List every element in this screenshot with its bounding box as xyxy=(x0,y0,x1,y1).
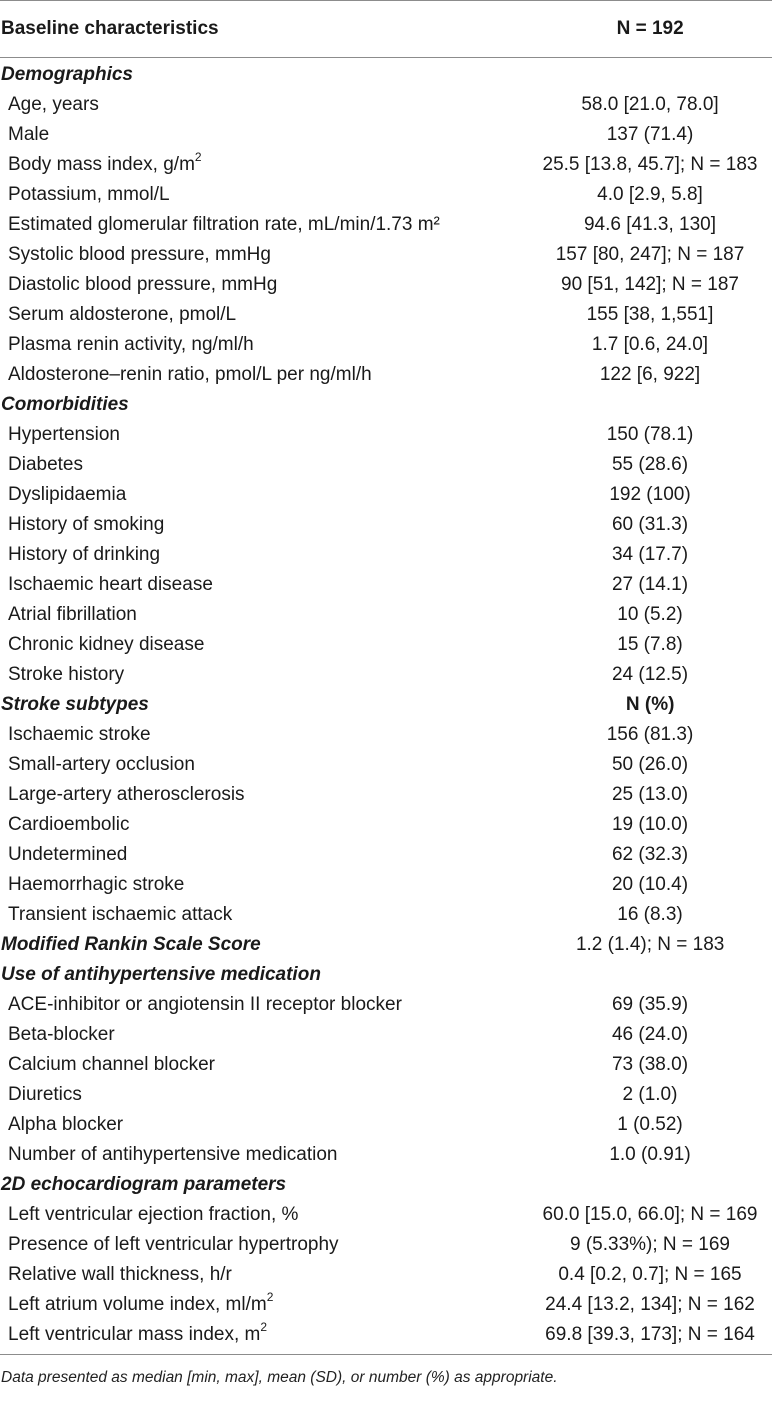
table-row xyxy=(0,330,772,360)
table-row xyxy=(0,990,772,1020)
row-value: 122 [6, 922] xyxy=(599,364,701,385)
row-label-text: Undetermined xyxy=(8,844,128,865)
row-label-text: Transient ischaemic attack xyxy=(8,904,233,925)
section-row xyxy=(0,60,772,90)
row-value: 25.5 [13.8, 45.7]; N = 183 xyxy=(542,154,758,175)
row-value: 1.2 (1.4); N = 183 xyxy=(575,934,725,955)
row-label-text: Ischaemic stroke xyxy=(8,724,151,745)
row-value: 34 (17.7) xyxy=(611,544,689,565)
row-label-text: Large-artery atherosclerosis xyxy=(8,784,245,805)
row-label-superscript: 2 xyxy=(260,1319,268,1334)
row-label xyxy=(0,904,520,926)
row-label-text: Diuretics xyxy=(8,1084,82,1105)
row-value: 4.0 [2.9, 5.8] xyxy=(597,184,703,205)
table-row xyxy=(0,1320,772,1350)
table-row xyxy=(0,1290,772,1320)
section-label xyxy=(0,394,520,416)
row-label-text: Modified Rankin Scale Score xyxy=(1,934,261,955)
table-row xyxy=(0,720,772,750)
row-label-text: Age, years xyxy=(8,94,99,115)
row-label xyxy=(0,454,520,476)
row-label-text: 2D echocardiogram parameters xyxy=(1,1174,287,1195)
table-body xyxy=(0,58,772,1354)
table-row xyxy=(0,270,772,300)
table-row xyxy=(0,540,772,570)
table-footnote: Data presented as median [min, max], mean (SD), or number (%) as appropriate. xyxy=(1,1369,558,1386)
table-row xyxy=(0,210,772,240)
row-label-superscript: 2 xyxy=(194,149,202,164)
table-row xyxy=(0,630,772,660)
row-label-text: Ischaemic heart disease xyxy=(8,574,213,595)
table-row xyxy=(0,900,772,930)
row-label xyxy=(0,994,520,1016)
row-label-text: Cardioembolic xyxy=(8,814,130,835)
row-label xyxy=(0,1289,520,1316)
table-row xyxy=(0,1020,772,1050)
row-label-text: Systolic blood pressure, mmHg xyxy=(8,244,271,265)
row-value: 73 (38.0) xyxy=(611,1054,689,1075)
row-label-text: History of drinking xyxy=(8,544,161,565)
row-label xyxy=(0,544,520,566)
row-label-text: Comorbidities xyxy=(1,394,129,415)
row-label-text: Left ventricular ejection fraction, % xyxy=(8,1204,299,1225)
row-label xyxy=(0,604,520,626)
row-label xyxy=(0,754,520,776)
row-label xyxy=(0,1319,520,1346)
table-row xyxy=(0,570,772,600)
row-label xyxy=(0,1084,520,1106)
row-label-text: Stroke subtypes xyxy=(1,694,149,715)
row-label-text: Haemorrhagic stroke xyxy=(8,874,185,895)
row-label-text: Calcium channel blocker xyxy=(8,1054,215,1075)
row-label-text: Body mass index, g/m xyxy=(8,154,195,175)
row-label-text: Hypertension xyxy=(8,424,120,445)
row-label-text: Beta-blocker xyxy=(8,1024,115,1045)
row-value: 50 (26.0) xyxy=(611,754,689,775)
table-row xyxy=(0,420,772,450)
table-row xyxy=(0,240,772,270)
table-row xyxy=(0,750,772,780)
table-row xyxy=(0,660,772,690)
section-row xyxy=(0,930,772,960)
row-label xyxy=(0,724,520,746)
row-label-text: Atrial fibrillation xyxy=(8,604,137,625)
row-value: 155 [38, 1,551] xyxy=(586,304,714,325)
row-label-text: Alpha blocker xyxy=(8,1114,124,1135)
row-value: 27 (14.1) xyxy=(611,574,689,595)
row-value: 192 (100) xyxy=(609,484,691,505)
row-label-text: Estimated glomerular filtration rate, mL/min/1.73 m² xyxy=(8,214,440,235)
section-label xyxy=(0,934,520,956)
row-value: 150 (78.1) xyxy=(606,424,694,445)
table-row xyxy=(0,1050,772,1080)
row-label-text: Stroke history xyxy=(8,664,125,685)
row-label-text: Small-artery occlusion xyxy=(8,754,195,775)
table-row xyxy=(0,120,772,150)
row-label-text: Relative wall thickness, h/r xyxy=(8,1264,232,1285)
row-label xyxy=(0,214,520,236)
row-label xyxy=(0,364,520,386)
row-label xyxy=(0,1264,520,1286)
row-label-text: ACE-inhibitor or angiotensin II receptor blocker xyxy=(8,994,402,1015)
row-label-text: Male xyxy=(8,124,50,145)
row-value: 69.8 [39.3, 173]; N = 164 xyxy=(545,1324,755,1345)
row-value: 9 (5.33%); N = 169 xyxy=(569,1234,730,1255)
row-value: 0.4 [0.2, 0.7]; N = 165 xyxy=(558,1264,742,1285)
row-label xyxy=(0,274,520,296)
row-label xyxy=(0,1234,520,1256)
row-value: 24 (12.5) xyxy=(611,664,689,685)
row-label-text: Serum aldosterone, pmol/L xyxy=(8,304,237,325)
row-label xyxy=(0,304,520,326)
table-row xyxy=(0,1200,772,1230)
row-label xyxy=(0,1114,520,1136)
row-value: 2 (1.0) xyxy=(622,1084,678,1105)
table-row xyxy=(0,90,772,120)
row-label xyxy=(0,514,520,536)
table-row xyxy=(0,870,772,900)
table-row xyxy=(0,450,772,480)
row-value: 16 (8.3) xyxy=(617,904,683,925)
row-value: 94.6 [41.3, 130] xyxy=(583,214,717,235)
table-row xyxy=(0,1260,772,1290)
row-label-text: Dyslipidaemia xyxy=(8,484,127,505)
table-row xyxy=(0,1080,772,1110)
table-row xyxy=(0,840,772,870)
row-label xyxy=(0,1054,520,1076)
section-row xyxy=(0,960,772,990)
row-label-text: Plasma renin activity, ng/ml/h xyxy=(8,334,254,355)
section-label xyxy=(0,1174,520,1196)
row-value: 25 (13.0) xyxy=(611,784,689,805)
section-row xyxy=(0,1170,772,1200)
row-label-text: History of smoking xyxy=(8,514,165,535)
table-row xyxy=(0,780,772,810)
row-value: 157 [80, 247]; N = 187 xyxy=(555,244,745,265)
row-value: N (%) xyxy=(625,694,675,715)
table-row xyxy=(0,1230,772,1260)
row-value: 15 (7.8) xyxy=(617,634,683,655)
section-row xyxy=(0,390,772,420)
row-label-text: Left atrium volume index, ml/m xyxy=(8,1294,267,1315)
table-row xyxy=(0,600,772,630)
row-value: 24.4 [13.2, 134]; N = 162 xyxy=(545,1294,755,1315)
row-label xyxy=(0,844,520,866)
row-value: 10 (5.2) xyxy=(617,604,683,625)
row-label xyxy=(0,1024,520,1046)
row-value: 156 (81.3) xyxy=(606,724,694,745)
table-row xyxy=(0,510,772,540)
row-label-text: Left ventricular mass index, m xyxy=(8,1324,261,1345)
row-label-superscript: 2 xyxy=(266,1289,274,1304)
header-value: N = 192 xyxy=(616,18,684,39)
row-value: 60.0 [15.0, 66.0]; N = 169 xyxy=(542,1204,758,1225)
row-label xyxy=(0,124,520,146)
table-row xyxy=(0,810,772,840)
row-value: 55 (28.6) xyxy=(611,454,689,475)
row-label xyxy=(0,634,520,656)
row-label xyxy=(0,334,520,356)
row-value: 1.7 [0.6, 24.0] xyxy=(591,334,709,355)
row-label-text: Diabetes xyxy=(8,454,83,475)
row-value: 19 (10.0) xyxy=(611,814,689,835)
row-label-text: Presence of left ventricular hypertrophy xyxy=(8,1234,339,1255)
section-label xyxy=(0,64,520,86)
row-label-text: Diastolic blood pressure, mmHg xyxy=(8,274,278,295)
table-row xyxy=(0,480,772,510)
header-label: Baseline characteristics xyxy=(1,18,219,39)
row-label xyxy=(0,94,520,116)
row-value: 69 (35.9) xyxy=(611,994,689,1015)
row-label xyxy=(0,184,520,206)
table-row xyxy=(0,1140,772,1170)
row-label xyxy=(0,664,520,686)
table-row xyxy=(0,1110,772,1140)
row-label xyxy=(0,1204,520,1226)
row-label xyxy=(0,574,520,596)
row-label-text: Aldosterone–renin ratio, pmol/L per ng/ml/h xyxy=(8,364,372,385)
table-row xyxy=(0,150,772,180)
row-label-text: Number of antihypertensive medication xyxy=(8,1144,338,1165)
row-value: 137 (71.4) xyxy=(606,124,694,145)
row-label xyxy=(0,784,520,806)
row-value: 62 (32.3) xyxy=(611,844,689,865)
row-value: 1.0 (0.91) xyxy=(609,1144,691,1165)
row-value: 58.0 [21.0, 78.0] xyxy=(581,94,719,115)
row-label-text: Use of antihypertensive medication xyxy=(1,964,321,985)
row-value: 60 (31.3) xyxy=(611,514,689,535)
section-row xyxy=(0,690,772,720)
row-label xyxy=(0,244,520,266)
row-label xyxy=(0,149,520,176)
row-value: 46 (24.0) xyxy=(611,1024,689,1045)
table-header xyxy=(0,1,772,57)
row-value: 1 (0.52) xyxy=(617,1114,683,1135)
row-label xyxy=(0,484,520,506)
table-row xyxy=(0,180,772,210)
table-row xyxy=(0,300,772,330)
row-label-text: Potassium, mmol/L xyxy=(8,184,170,205)
row-label-text: Chronic kidney disease xyxy=(8,634,205,655)
row-label xyxy=(0,874,520,896)
row-label xyxy=(0,1144,520,1166)
table-row xyxy=(0,360,772,390)
section-label xyxy=(0,964,520,986)
row-label xyxy=(0,814,520,836)
row-label-text: Demographics xyxy=(1,64,133,85)
row-value: 20 (10.4) xyxy=(611,874,689,895)
row-label xyxy=(0,424,520,446)
section-label xyxy=(0,694,520,716)
row-value: 90 [51, 142]; N = 187 xyxy=(561,274,739,295)
